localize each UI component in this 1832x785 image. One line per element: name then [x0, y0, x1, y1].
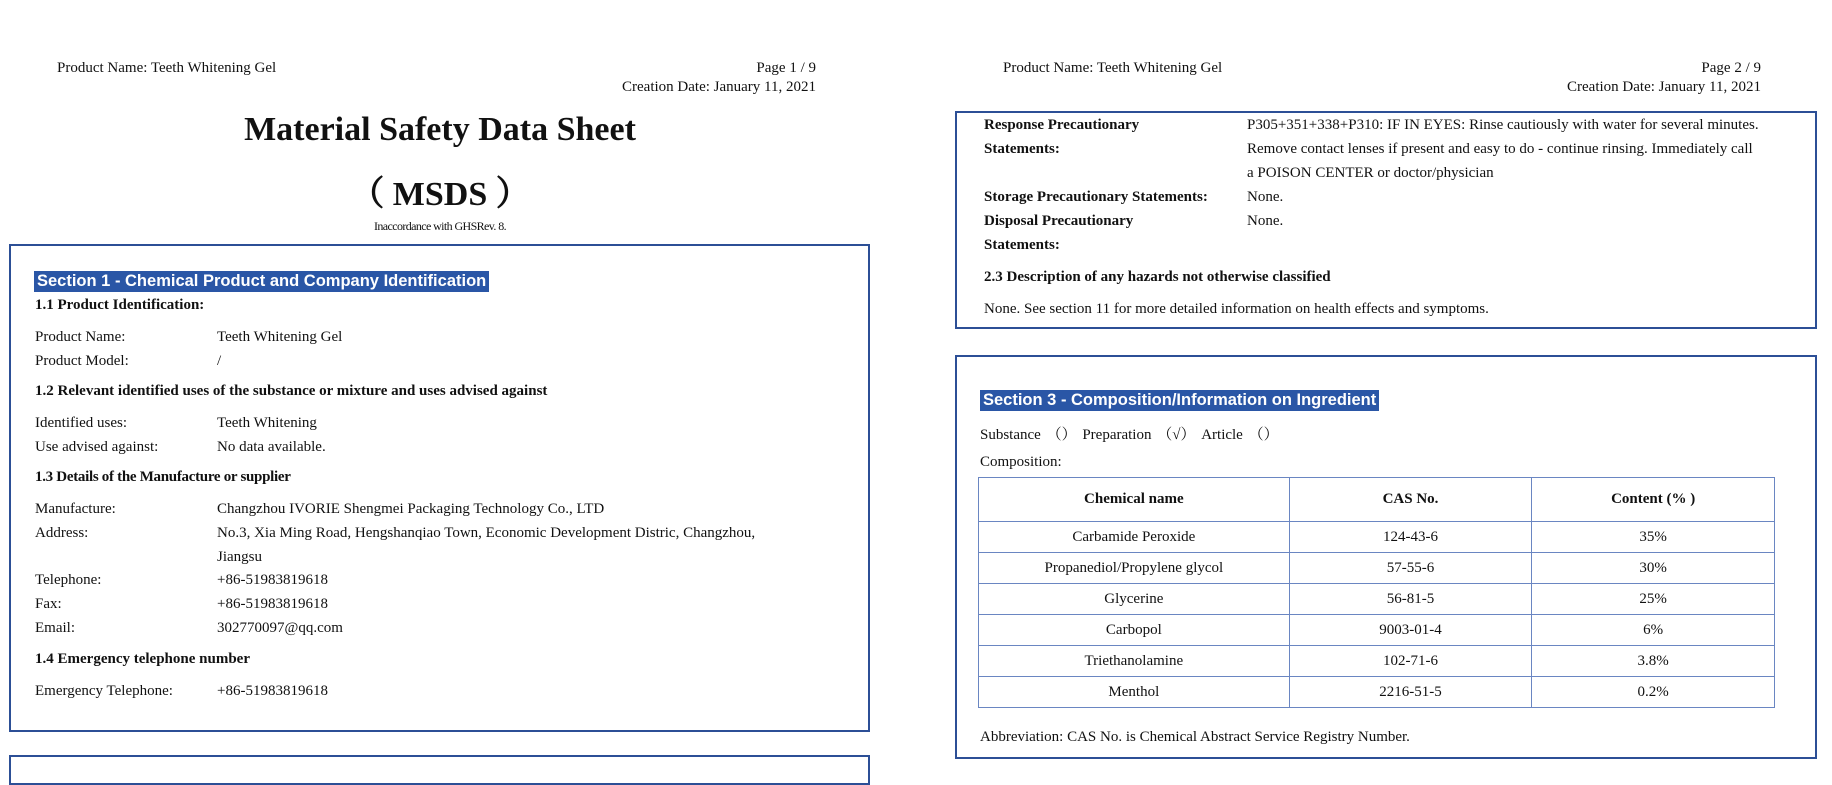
table-row: [979, 615, 1775, 646]
response-value-line1: P305+351+338+P310: IF IN EYES: Rinse cautiously with water for several minutes.: [1247, 117, 1759, 133]
emergency-value: +86-51983819618: [217, 683, 328, 699]
chemical-name-cell: Glycerine: [979, 584, 1290, 615]
emergency-label: Emergency Telephone:: [35, 683, 173, 699]
header-creation-date: Creation Date: January 11, 2021: [1567, 79, 1761, 95]
s14-title: 1.4 Emergency telephone number: [35, 651, 250, 667]
storage-value: None.: [1247, 189, 1284, 205]
header-product-name: Product Name: Teeth Whitening Gel: [57, 60, 277, 76]
cas-no-cell: 124-43-6: [1289, 522, 1532, 553]
product-model-label: Product Model:: [35, 353, 129, 369]
address-value-line2: Jiangsu: [217, 549, 262, 565]
chemical-name-cell: Propanediol/Propylene glycol: [979, 553, 1290, 584]
content-cell: 25%: [1532, 584, 1775, 615]
cas-no-cell: 102-71-6: [1289, 646, 1532, 677]
table-header-row: [979, 478, 1775, 522]
chemical-name-cell: Carbamide Peroxide: [979, 522, 1290, 553]
composition-label: Composition:: [980, 454, 1062, 470]
product-model-value: /: [217, 353, 222, 369]
identified-uses-label: Identified uses:: [35, 415, 128, 431]
chemical-name-cell: Triethanolamine: [979, 646, 1290, 677]
table-row: [979, 522, 1775, 553]
table-row: [979, 553, 1775, 584]
table-row: [979, 677, 1775, 708]
substance-type-line: Substance （） Preparation （√） Article （）: [980, 427, 1279, 443]
disposal-value: None.: [1247, 213, 1284, 229]
document-subtitle: （ MSDS ）: [350, 176, 530, 213]
response-value-line3: a POISON CENTER or doctor/physician: [1247, 165, 1494, 181]
address-value-line1: No.3, Xia Ming Road, Hengshanqiao Town, Economic Development Distric, Changzhou,: [217, 525, 756, 541]
content-cell: 6%: [1532, 615, 1775, 646]
product-name-label: Product Name:: [35, 329, 126, 345]
email-value[interactable]: 302770097@qq.com: [217, 620, 343, 636]
email-label: Email:: [35, 620, 75, 636]
s12-title: 1.2 Relevant identified uses of the substance or mixture and uses advised against: [35, 383, 548, 399]
cas-no-cell: 9003-01-4: [1289, 615, 1532, 646]
s23-text: None. See section 11 for more detailed information on health effects and symptoms.: [984, 301, 1489, 317]
chemical-name-cell: Menthol: [979, 677, 1290, 708]
header-product-name: Product Name: Teeth Whitening Gel: [1003, 60, 1223, 76]
address-label: Address:: [35, 525, 89, 541]
telephone-label: Telephone:: [35, 572, 102, 588]
s23-title: 2.3 Description of any hazards not otherwise classified: [984, 269, 1331, 285]
ghs-note: Inaccordance with GHSRev. 8.: [373, 219, 507, 233]
disposal-label-line2: Statements:: [984, 237, 1060, 253]
cas-no-cell: 2216-51-5: [1289, 677, 1532, 708]
col-header-chemical-name: Chemical name: [979, 478, 1290, 522]
col-header-content: Content (% ): [1532, 478, 1775, 522]
page-2: [945, 0, 1832, 766]
manufacture-value: Changzhou IVORIE Shengmei Packaging Technology Co., LTD: [217, 501, 605, 517]
fax-label: Fax:: [35, 596, 62, 612]
chemical-name-cell: Carbopol: [979, 615, 1290, 646]
response-value-line2: Remove contact lenses if present and easy to do - continue rinsing. Immediately call: [1247, 141, 1753, 157]
composition-table: [978, 477, 1775, 708]
section-3-heading: Section 3 - Composition/Information on Ingredient: [980, 390, 1379, 411]
col-header-cas-no: CAS No.: [1289, 478, 1532, 522]
s11-title: 1.1 Product Identification:: [35, 297, 205, 313]
use-advised-label: Use advised against:: [35, 439, 159, 455]
header-page-number: Page 1 / 9: [756, 60, 816, 76]
header-creation-date: Creation Date: January 11, 2021: [622, 79, 816, 95]
table-row: [979, 584, 1775, 615]
content-cell: 35%: [1532, 522, 1775, 553]
response-label-line1: Response Precautionary: [984, 117, 1140, 133]
s13-title: 1.3 Details of the Manufacture or supplier: [35, 469, 291, 485]
page-1: [0, 0, 880, 766]
section-1-heading: Section 1 - Chemical Product and Company Identification: [34, 271, 489, 292]
identified-uses-value: Teeth Whitening: [217, 415, 317, 431]
cas-no-cell: 56-81-5: [1289, 584, 1532, 615]
document-title: Material Safety Data Sheet: [244, 111, 636, 148]
response-label-line2: Statements:: [984, 141, 1060, 157]
content-cell: 30%: [1532, 553, 1775, 584]
use-advised-value: No data available.: [217, 439, 326, 455]
disposal-label-line1: Disposal Precautionary: [984, 213, 1134, 229]
manufacture-label: Manufacture:: [35, 501, 116, 517]
fax-value: +86-51983819618: [217, 596, 328, 612]
header-page-number: Page 2 / 9: [1701, 60, 1761, 76]
abbreviation-note: Abbreviation: CAS No. is Chemical Abstract Service Registry Number.: [980, 729, 1410, 745]
cas-no-cell: 57-55-6: [1289, 553, 1532, 584]
storage-label: Storage Precautionary Statements:: [984, 189, 1208, 205]
telephone-value: +86-51983819618: [217, 572, 328, 588]
table-row: [979, 646, 1775, 677]
section-2-box-partial: [9, 755, 870, 785]
content-cell: 3.8%: [1532, 646, 1775, 677]
content-cell: 0.2%: [1532, 677, 1775, 708]
product-name-value: Teeth Whitening Gel: [217, 329, 343, 345]
